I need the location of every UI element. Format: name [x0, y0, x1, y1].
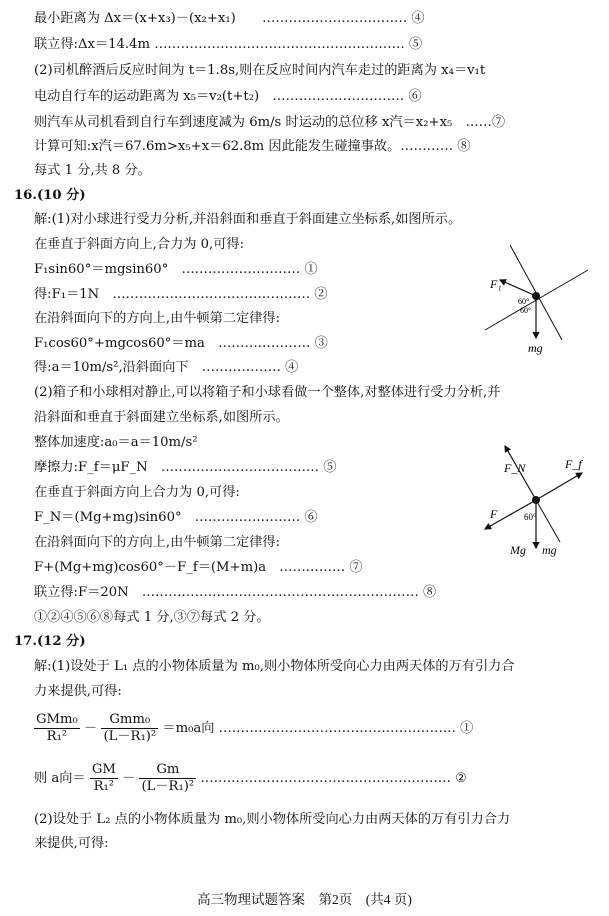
text-line: 在沿斜面向下的方向上,由牛顿第二定律得: [34, 311, 281, 326]
text-line: 在沿斜面向下的方向上,由牛顿第二定律得: [34, 535, 281, 550]
fraction: $\frac{\text{Gmm₀}}{\text{(L－R₁)²}}$ [103, 712, 157, 744]
force-diagram-system [470, 440, 595, 565]
text-line: 在垂直于斜面方向上,合力为 0,可得: [34, 237, 245, 252]
label-mg: mg [542, 543, 557, 557]
label-f: F [490, 507, 498, 521]
equation-line: F₁cos60°+mgcos60°＝ma ………………… ③ [34, 336, 328, 351]
equation-line: 得:F₁＝1N ……………………………………… ② [34, 287, 328, 302]
text-line: 最小距离为 Δx＝(x+x₃)－(x₂+x₁) …………………………… ④ [34, 11, 425, 26]
equation-line: 得:a＝10m/s²,沿斜面向下 ……………… ④ [34, 360, 299, 375]
text-line: 力来提供,可得: [34, 684, 122, 699]
angle-label: 60° [518, 297, 530, 306]
text-line: 每式 1 分,共 8 分。 [34, 163, 151, 178]
text-line: ①②④⑤⑥⑧每式 1 分,③⑦每式 2 分。 [34, 610, 270, 625]
angle-label: 60° [524, 512, 537, 522]
equation-line: $\frac{\text{GMm₀}}{\text{R₁²}}$ － $\frac{\text{Gmm₀}}{\text{(L－R₁)²}}$ ＝m₀a向 ……………………………………………… ① [36, 712, 474, 744]
angle-label: 60° [520, 306, 532, 315]
label-ff: F_f [565, 457, 582, 471]
fraction: $\frac{GM}{\text{R₁²}}$ [91, 762, 116, 794]
force-arrow-friction [536, 473, 582, 500]
text-line: 计算可知:x汽＝67.6m>x₅+x＝62.8m 因此能发生碰撞事故。………… ⑧ [34, 139, 471, 154]
text-line: 则汽车从司机看到自行车到速度减为 6m/s 时运动的总位移 x汽＝x₂+x₅ ……⑦ [34, 115, 506, 130]
text-line: 沿斜面和垂直于斜面建立坐标系,如图所示。 [34, 410, 289, 425]
equation-line: 整体加速度:a₀＝a＝10m/s² [34, 435, 198, 450]
text-line: 在垂直于斜面方向上合力为 0,可得: [34, 485, 240, 500]
text-line: (2)箱子和小球相对静止,可以将箱子和小球看做一个整体,对整体进行受力分析,并 [34, 385, 501, 400]
axis-line [536, 500, 560, 542]
text-line: 来提供,可得: [34, 836, 109, 851]
equation-line: F₁sin60°＝mgsin60° ……………………… ① [34, 262, 318, 277]
question-heading: 16.(10 分) [14, 188, 86, 203]
ball [532, 496, 540, 504]
text-line: (2)司机醉酒后反应时间为 t＝1.8s,则在反应时间内汽车走过的距离为 x₄＝v₁t [34, 63, 486, 78]
force-diagram-ball [470, 240, 590, 360]
equation-line: F_N＝(Mg+mg)sin60° …………………… ⑥ [34, 510, 318, 525]
label-f1: F₁ [490, 277, 502, 291]
equation-line: 联立得:F＝20N ……………………………………………………… ⑧ [34, 585, 437, 600]
label-fn: F_N [504, 461, 526, 475]
equation-line: 则 a向＝ $\frac{GM}{\text{R₁²}}$ － $\frac{Gm}{\text{(L－R₁)²}}$ ………………………………………………… ② [34, 762, 467, 794]
text-line: 解:(1)对小球进行受力分析,并沿斜面和垂直于斜面建立坐标系,如图所示。 [34, 212, 462, 227]
ball [532, 292, 540, 300]
page-footer: 高三物理试题答案 第2页 (共4 页) [197, 892, 412, 907]
label-mg: mg [528, 341, 543, 355]
question-heading: 17.(12 分) [14, 634, 86, 649]
text-line: 电动自行车的运动距离为 x₅＝v₂(t+t₂) ………………………… ⑥ [34, 89, 422, 104]
label-Mg: Mg [510, 543, 526, 557]
equation-line: F+(Mg+mg)cos60°－F_f＝(M+m)a …………… ⑦ [34, 560, 363, 575]
fraction: $\frac{\text{GMm₀}}{\text{R₁²}}$ [36, 712, 78, 744]
text-line: (2)设处于 L₂ 点的小物体质量为 m₀,则小物体所受向心力由两天体的万有引力合力 [34, 812, 511, 827]
equation-line: 摩擦力:F_f＝μF_N ……………………………… ⑤ [34, 460, 337, 475]
text-line: 解:(1)设处于 L₁ 点的小物体质量为 m₀,则小物体所受向心力由两天体的万有引力合 [34, 659, 515, 674]
text-line: 联立得:Δx＝14.4m ………………………………………………… ⑤ [34, 37, 423, 52]
fraction: $\frac{Gm}{\text{(L－R₁)²}}$ [141, 762, 195, 794]
